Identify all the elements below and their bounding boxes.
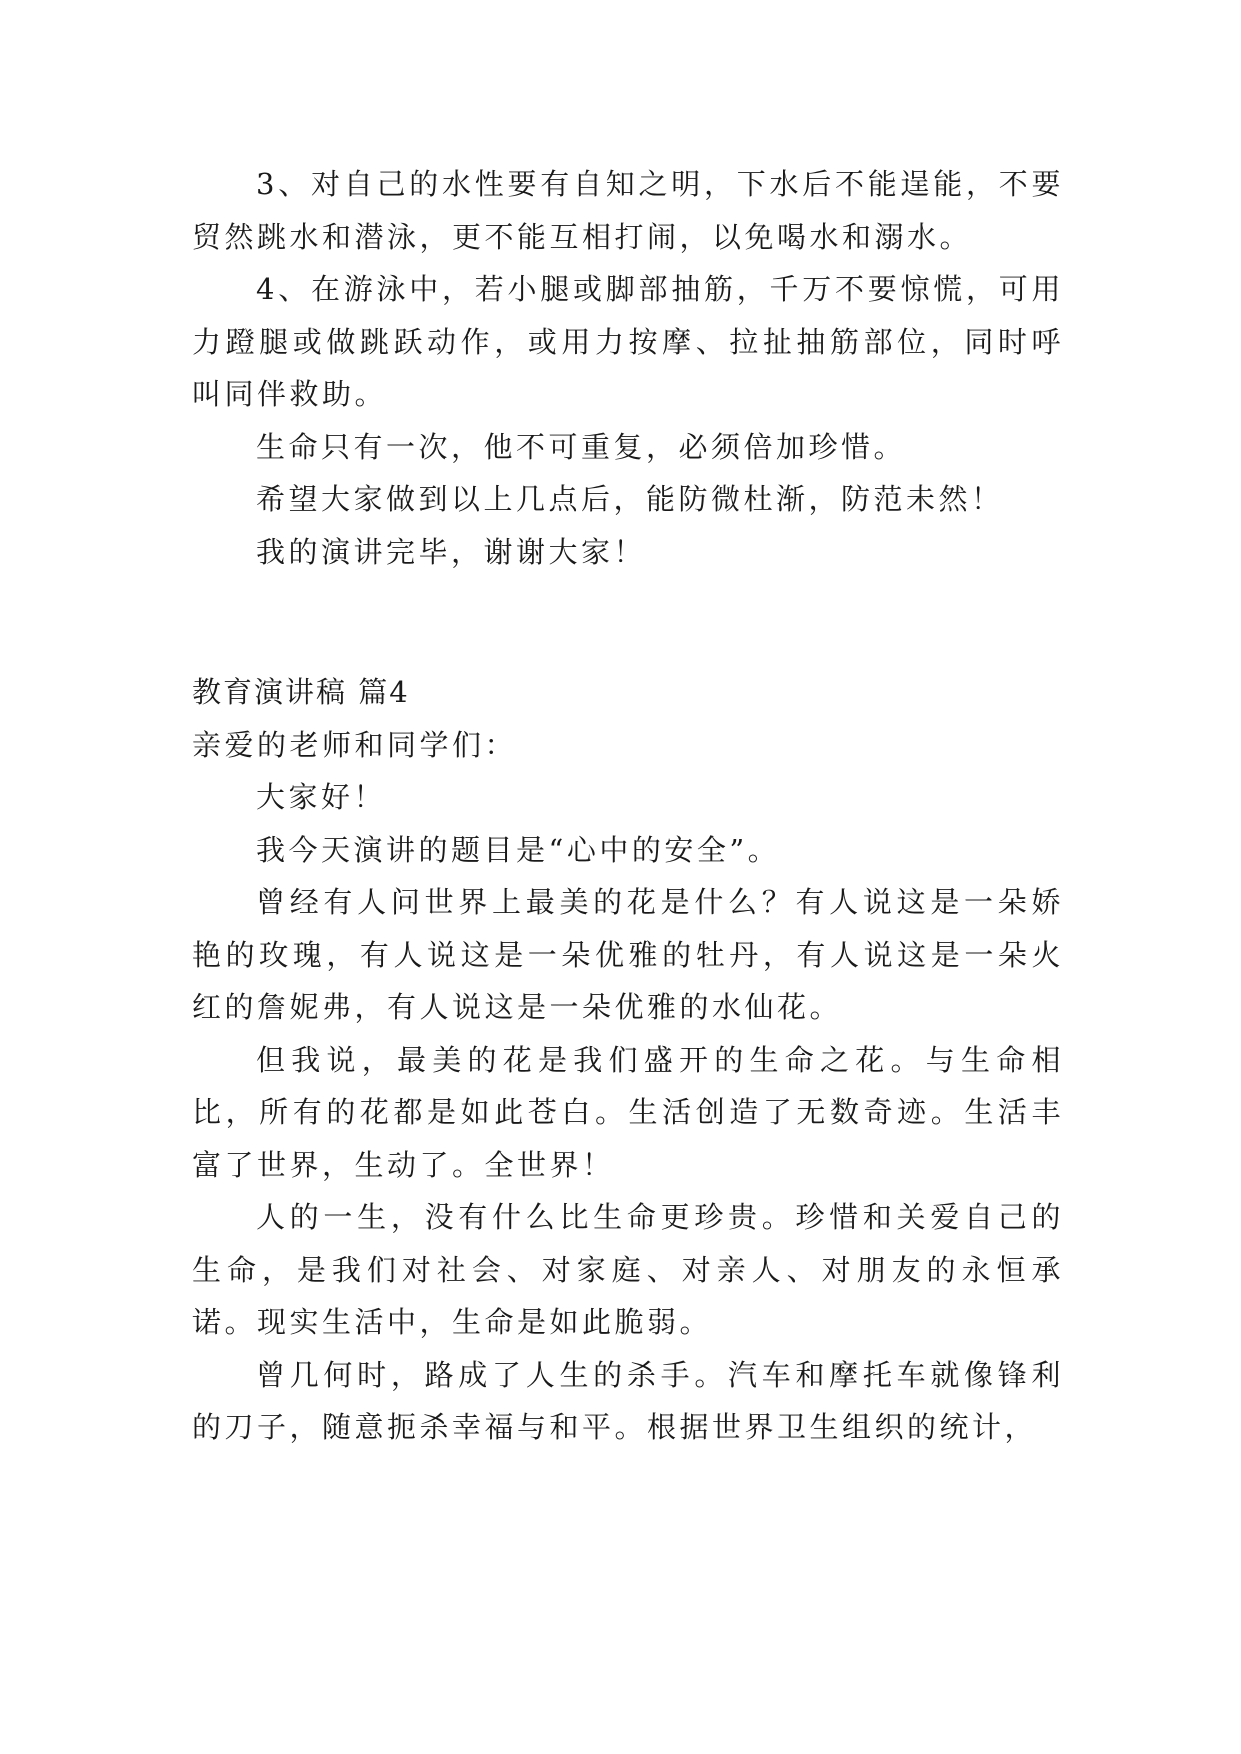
- paragraph-life-flower: 但我说，最美的花是我们盛开的生命之花。与生命相比，所有的花都是如此苍白。生活创造了无数奇迹。生活丰富了世界，生动了。全世界！: [192, 1042, 1064, 1182]
- paragraph-life-once: 生命只有一次，他不可重复，必须倍加珍惜。: [256, 429, 907, 464]
- paragraph-topic: 我今天演讲的题目是“心中的安全”。: [256, 832, 781, 867]
- section-title: 教育演讲稿 篇4: [192, 675, 410, 709]
- section-gap: [192, 578, 1064, 666]
- paragraph-precious-life: 人的一生，没有什么比生命更珍贵。珍惜和关爱自己的生命，是我们对社会、对家庭、对亲人、对朋友的永恒承诺。现实生活中，生命是如此脆弱。: [192, 1200, 1064, 1339]
- paragraph-greeting: 大家好！: [256, 780, 387, 814]
- paragraph-closing: 我的演讲完毕，谢谢大家！: [256, 534, 647, 569]
- paragraph-swim-tip-3: 3、对自己的水性要有自知之明，下水后不能逞能，不要贸然跳水和潜泳，更不能互相打闹，以免喝水和溺水。: [192, 167, 1064, 254]
- paragraph-hope: 希望大家做到以上几点后，能防微杜渐，防范未然！: [256, 482, 1004, 516]
- salutation: 亲爱的老师和同学们：: [192, 727, 518, 762]
- document-body: [192, 158, 1064, 1454]
- paragraph-road-killer: 曾几何时，路成了人生的杀手。汽车和摩托车就像锋利的刀子，随意扼杀幸福与和平。根据世界卫生组织的统计，: [192, 1357, 1064, 1444]
- paragraph-swim-tip-4: 4、在游泳中，若小腿或脚部抽筋，千万不要惊慌，可用力蹬腿或做跳跃动作，或用力按摩、拉扯抽筋部位，同时呼叫同伴救助。: [192, 272, 1064, 411]
- paragraph-flowers: 曾经有人问世界上最美的花是什么？有人说这是一朵娇艳的玫瑰，有人说这是一朵优雅的牡丹，有人说这是一朵火红的詹妮弗，有人说这是一朵优雅的水仙花。: [192, 885, 1064, 1024]
